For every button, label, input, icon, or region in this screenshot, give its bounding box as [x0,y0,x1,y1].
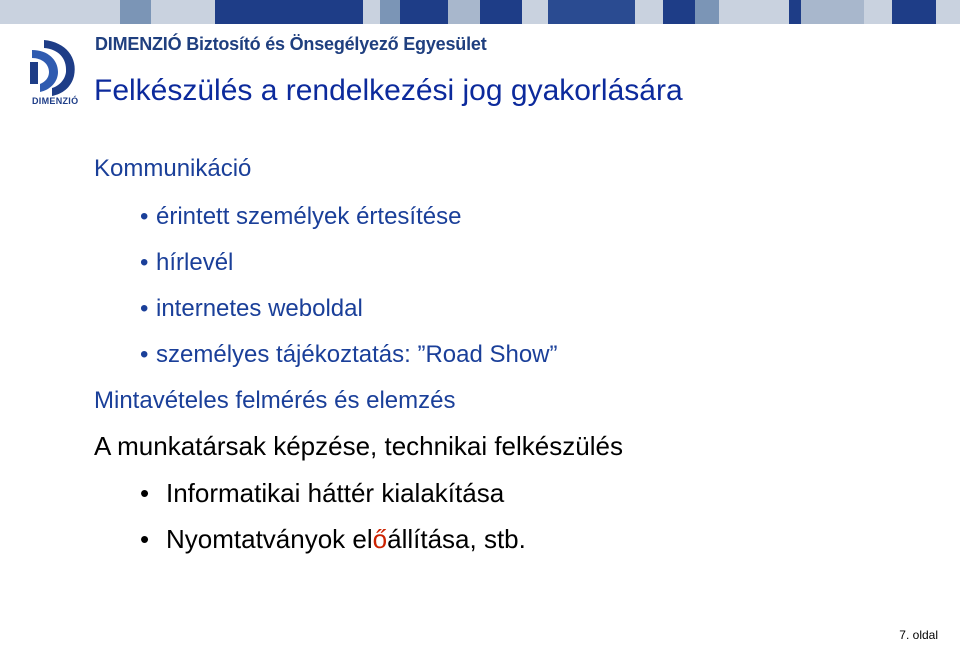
heading-kommunikacio: Kommunikáció [94,155,252,182]
list-item-text-part: állítása, stb. [387,524,526,554]
bullet-icon: • [140,295,149,322]
list-item-text: internetes weboldal [156,295,363,322]
list-item [140,249,233,277]
logo-text: DIMENZIÓ [32,96,79,106]
bullet-icon: • [140,249,149,276]
heading-kepzes: A munkatársak képzése, technikai felkészülés [94,431,623,461]
list-item [140,524,526,555]
list-item-text: érintett személyek értesítése [156,203,462,230]
list-item [140,203,461,231]
list-item-text: Informatikai háttér kialakítása [166,478,505,508]
heading-mintaveteles: Mintavételes felmérés és elemzés [94,387,456,414]
dimenzio-logo [26,36,86,110]
decorative-top-bar [0,0,960,24]
list-item-text-highlight: ő [372,524,388,554]
list-item [140,341,558,369]
bullet-icon: • [140,524,150,554]
slide-title: Felkészülés a rendelkezési jog gyakorlására [94,74,683,107]
organization-name: DIMENZIÓ Biztosító és Önsegélyező Egyesület [95,34,487,54]
bullet-icon: • [140,341,149,368]
list-item-text: személyes tájékoztatás: ”Road Show” [156,341,558,368]
bullet-icon: • [140,203,149,230]
bullet-icon: • [140,478,150,508]
list-item-text-part: Nyomtatványok el [166,524,373,554]
list-item [140,295,363,323]
list-item [140,478,504,509]
page-number: 7. oldal [899,628,938,642]
list-item-text: hírlevél [156,249,234,276]
